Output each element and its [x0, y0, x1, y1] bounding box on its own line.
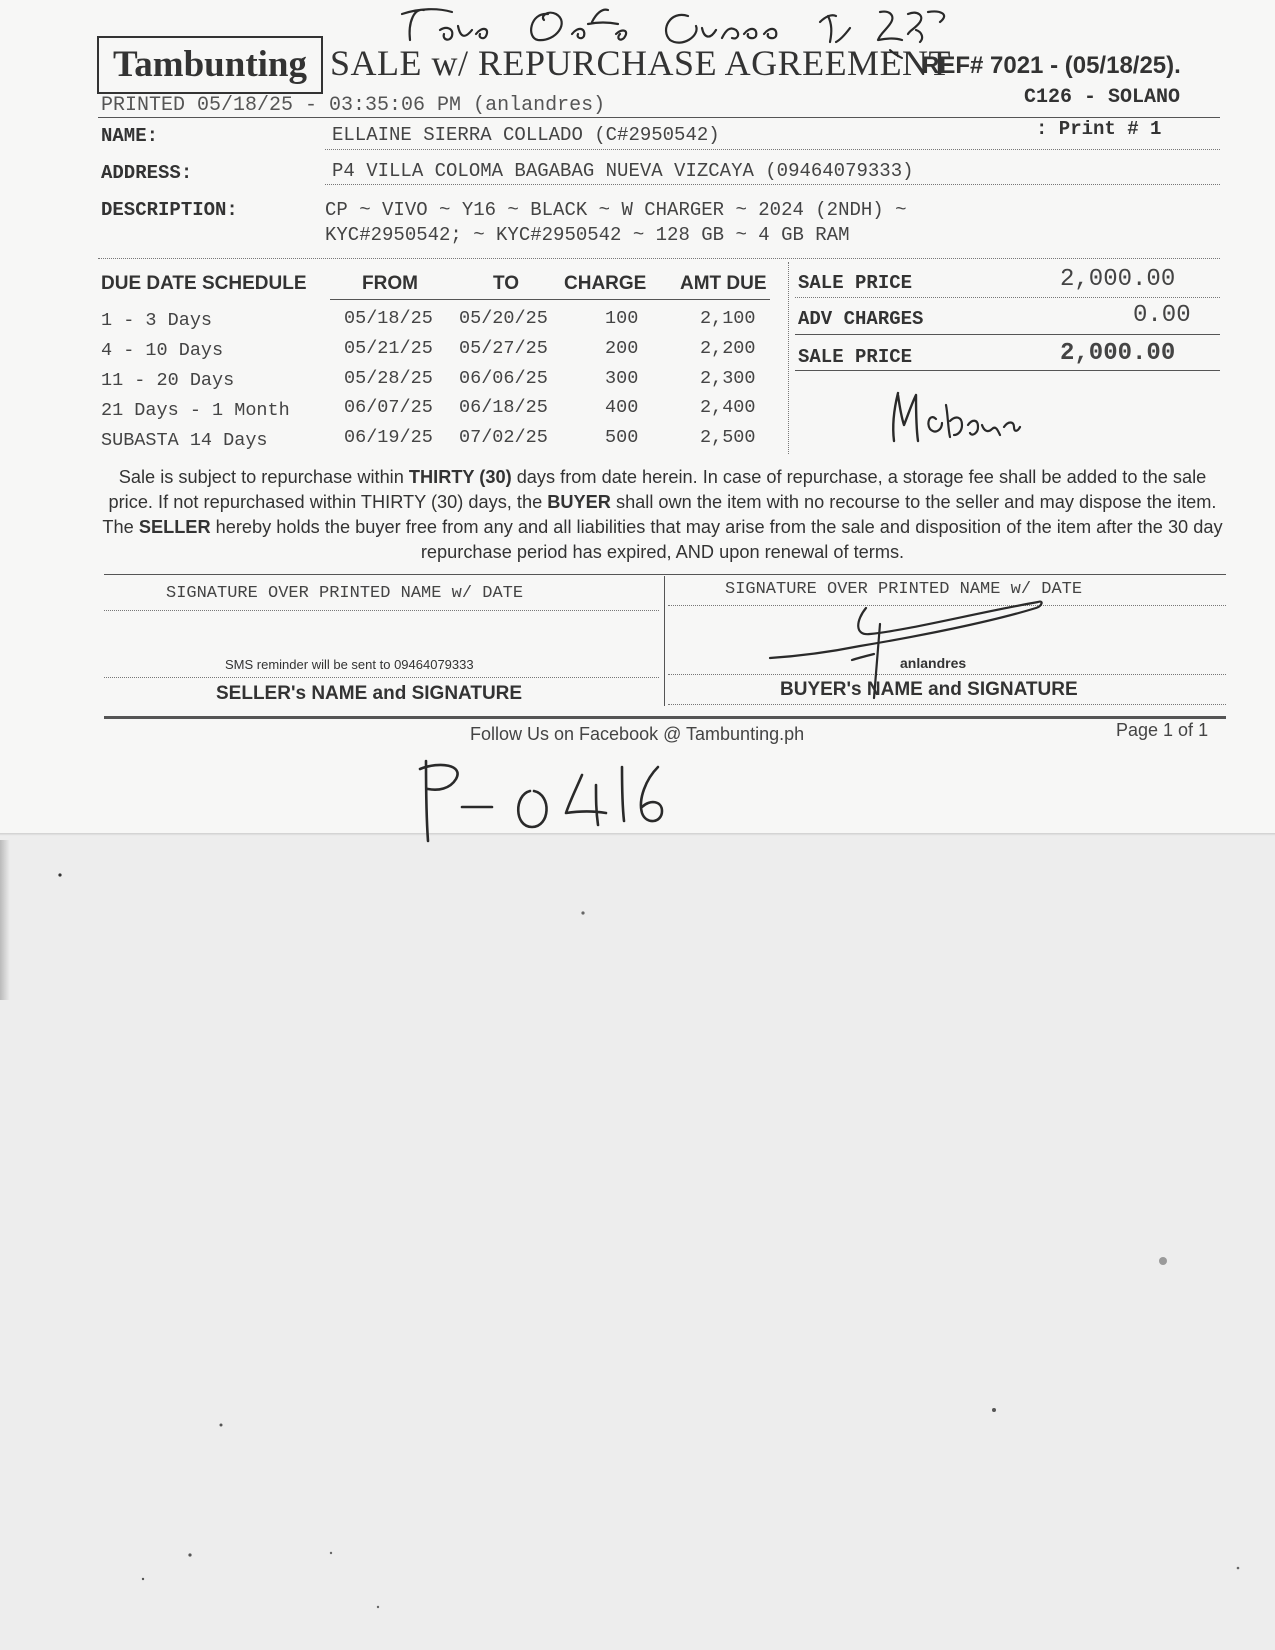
col-header-charge: CHARGE [564, 273, 647, 294]
terms-text: Sale is subject to repurchase within [118, 467, 409, 487]
description-line-1: CP ~ VIVO ~ Y16 ~ BLACK ~ W CHARGER ~ 2024 (2NDH) ~ [325, 199, 907, 221]
row-to: 06/06/25 [459, 368, 548, 389]
address-underline [325, 184, 1220, 185]
adv-charges-label: ADV CHARGES [798, 308, 924, 330]
row-period: 21 Days - 1 Month [101, 400, 290, 421]
total-sale-price-label: SALE PRICE [798, 346, 913, 368]
branch-code: C126 - SOLANO [1024, 86, 1181, 109]
row-amt-due: 2,500 [700, 427, 756, 448]
buyer-printed-name: anlandres [900, 655, 967, 671]
row-to: 06/18/25 [459, 397, 548, 418]
section-divider [98, 258, 1220, 259]
customer-address: P4 VILLA COLOMA BAGABAG NUEVA VIZCAYA (09464079333) [332, 160, 914, 182]
row-amt-due: 2,300 [700, 368, 756, 389]
summary-bottom-rule [795, 370, 1220, 371]
row-to: 05/20/25 [459, 308, 548, 329]
sale-price-label: SALE PRICE [798, 272, 913, 294]
row-from: 05/18/25 [344, 308, 433, 329]
row-charge: 300 [605, 368, 639, 389]
address-label: ADDRESS: [101, 162, 193, 184]
row-amt-due: 2,100 [700, 308, 756, 329]
paper-specks [0, 835, 1275, 1650]
row-from: 06/19/25 [344, 427, 433, 448]
table-column-divider [788, 262, 789, 454]
company-logo: Tambunting [112, 44, 307, 85]
terms-emphasis: SELLER [138, 517, 211, 537]
row-charge: 100 [605, 308, 639, 329]
row-period: 1 - 3 Days [101, 310, 213, 331]
row-charge: 400 [605, 397, 639, 418]
table-header-rule [330, 299, 770, 300]
row-amt-due: 2,200 [700, 338, 756, 359]
buyer-name-label: BUYER's NAME and SIGNATURE [780, 679, 1078, 700]
description-line-2: KYC#2950542; ~ KYC#2950542 ~ 128 GB ~ 4 GB RAM [325, 224, 850, 246]
summary-rule [795, 334, 1220, 335]
logo-box [97, 36, 323, 94]
col-header-to: TO [493, 273, 520, 294]
col-header-from: FROM [362, 273, 418, 294]
row-period: 11 - 20 Days [101, 370, 235, 391]
footer-rule [104, 716, 1226, 719]
sale-price-value: 2,000.00 [1060, 266, 1176, 293]
handwritten-initials [880, 385, 1080, 455]
seller-signature-line [104, 677, 659, 678]
signature-section-rule [104, 574, 1226, 575]
row-period: 4 - 10 Days [101, 340, 224, 361]
customer-name: ELLAINE SIERRA COLLADO (C#2950542) [332, 124, 720, 146]
row-charge: 500 [605, 427, 639, 448]
terms-text: shall own the item with no recourse to the seller and may dispose the item. The [102, 492, 1217, 537]
handwritten-reference-note [410, 755, 690, 845]
row-from: 05/28/25 [344, 368, 433, 389]
summary-divider [795, 297, 1220, 298]
printed-timestamp: PRINTED 05/18/25 - 03:35:06 PM (anlandres) [101, 94, 606, 117]
facebook-footer: Follow Us on Facebook @ Tambunting.ph [470, 724, 805, 744]
page-number: Page 1 of 1 [1116, 720, 1209, 740]
seller-name-label: SELLER's NAME and SIGNATURE [216, 683, 523, 704]
col-header-schedule: DUE DATE SCHEDULE [101, 273, 307, 294]
description-label: DESCRIPTION: [101, 199, 238, 221]
row-charge: 200 [605, 338, 639, 359]
terms-text: hereby holds the buyer free from any and all liabilities that may arise from the sale and disposition of the item after the 30 day repurchase period has expired, AND upon renewal of terms. [210, 517, 1223, 562]
row-amt-due: 2,400 [700, 397, 756, 418]
total-sale-price-value: 2,000.00 [1060, 340, 1176, 367]
buyer-signature-header: SIGNATURE OVER PRINTED NAME w/ DATE [725, 580, 1083, 599]
buyer-label-underline [668, 704, 1226, 705]
buyer-signature [760, 594, 1060, 704]
reference-number: REF# 7021 - (05/18/25). [922, 52, 1181, 79]
document-title: SALE w/ REPURCHASE AGREEMENT [330, 43, 952, 83]
terms-text: days from date herein. In case of repurchase, a storage fee shall be added to the sale price. If not repurchased within THIRTY (30) days, the [108, 467, 1207, 512]
print-number: : Print # 1 [1036, 118, 1162, 140]
signature-divider [664, 576, 665, 706]
sms-reminder: SMS reminder will be sent to 09464079333 [225, 657, 474, 672]
name-underline [325, 149, 1220, 150]
terms-emphasis: BUYER [547, 492, 611, 512]
seller-signature-header: SIGNATURE OVER PRINTED NAME w/ DATE [166, 584, 524, 603]
row-from: 06/07/25 [344, 397, 433, 418]
row-from: 05/21/25 [344, 338, 433, 359]
row-to: 07/02/25 [459, 427, 548, 448]
adv-charges-value: 0.00 [1133, 302, 1191, 329]
handwritten-due-date-note [380, 0, 1100, 60]
col-header-amt-due: AMT DUE [680, 273, 767, 294]
seller-header-underline [104, 610, 659, 611]
repurchase-terms [100, 465, 1225, 565]
row-period: SUBASTA 14 Days [101, 430, 268, 451]
name-label: NAME: [101, 125, 159, 147]
row-to: 05/27/25 [459, 338, 548, 359]
terms-emphasis: THIRTY (30) [408, 467, 512, 487]
